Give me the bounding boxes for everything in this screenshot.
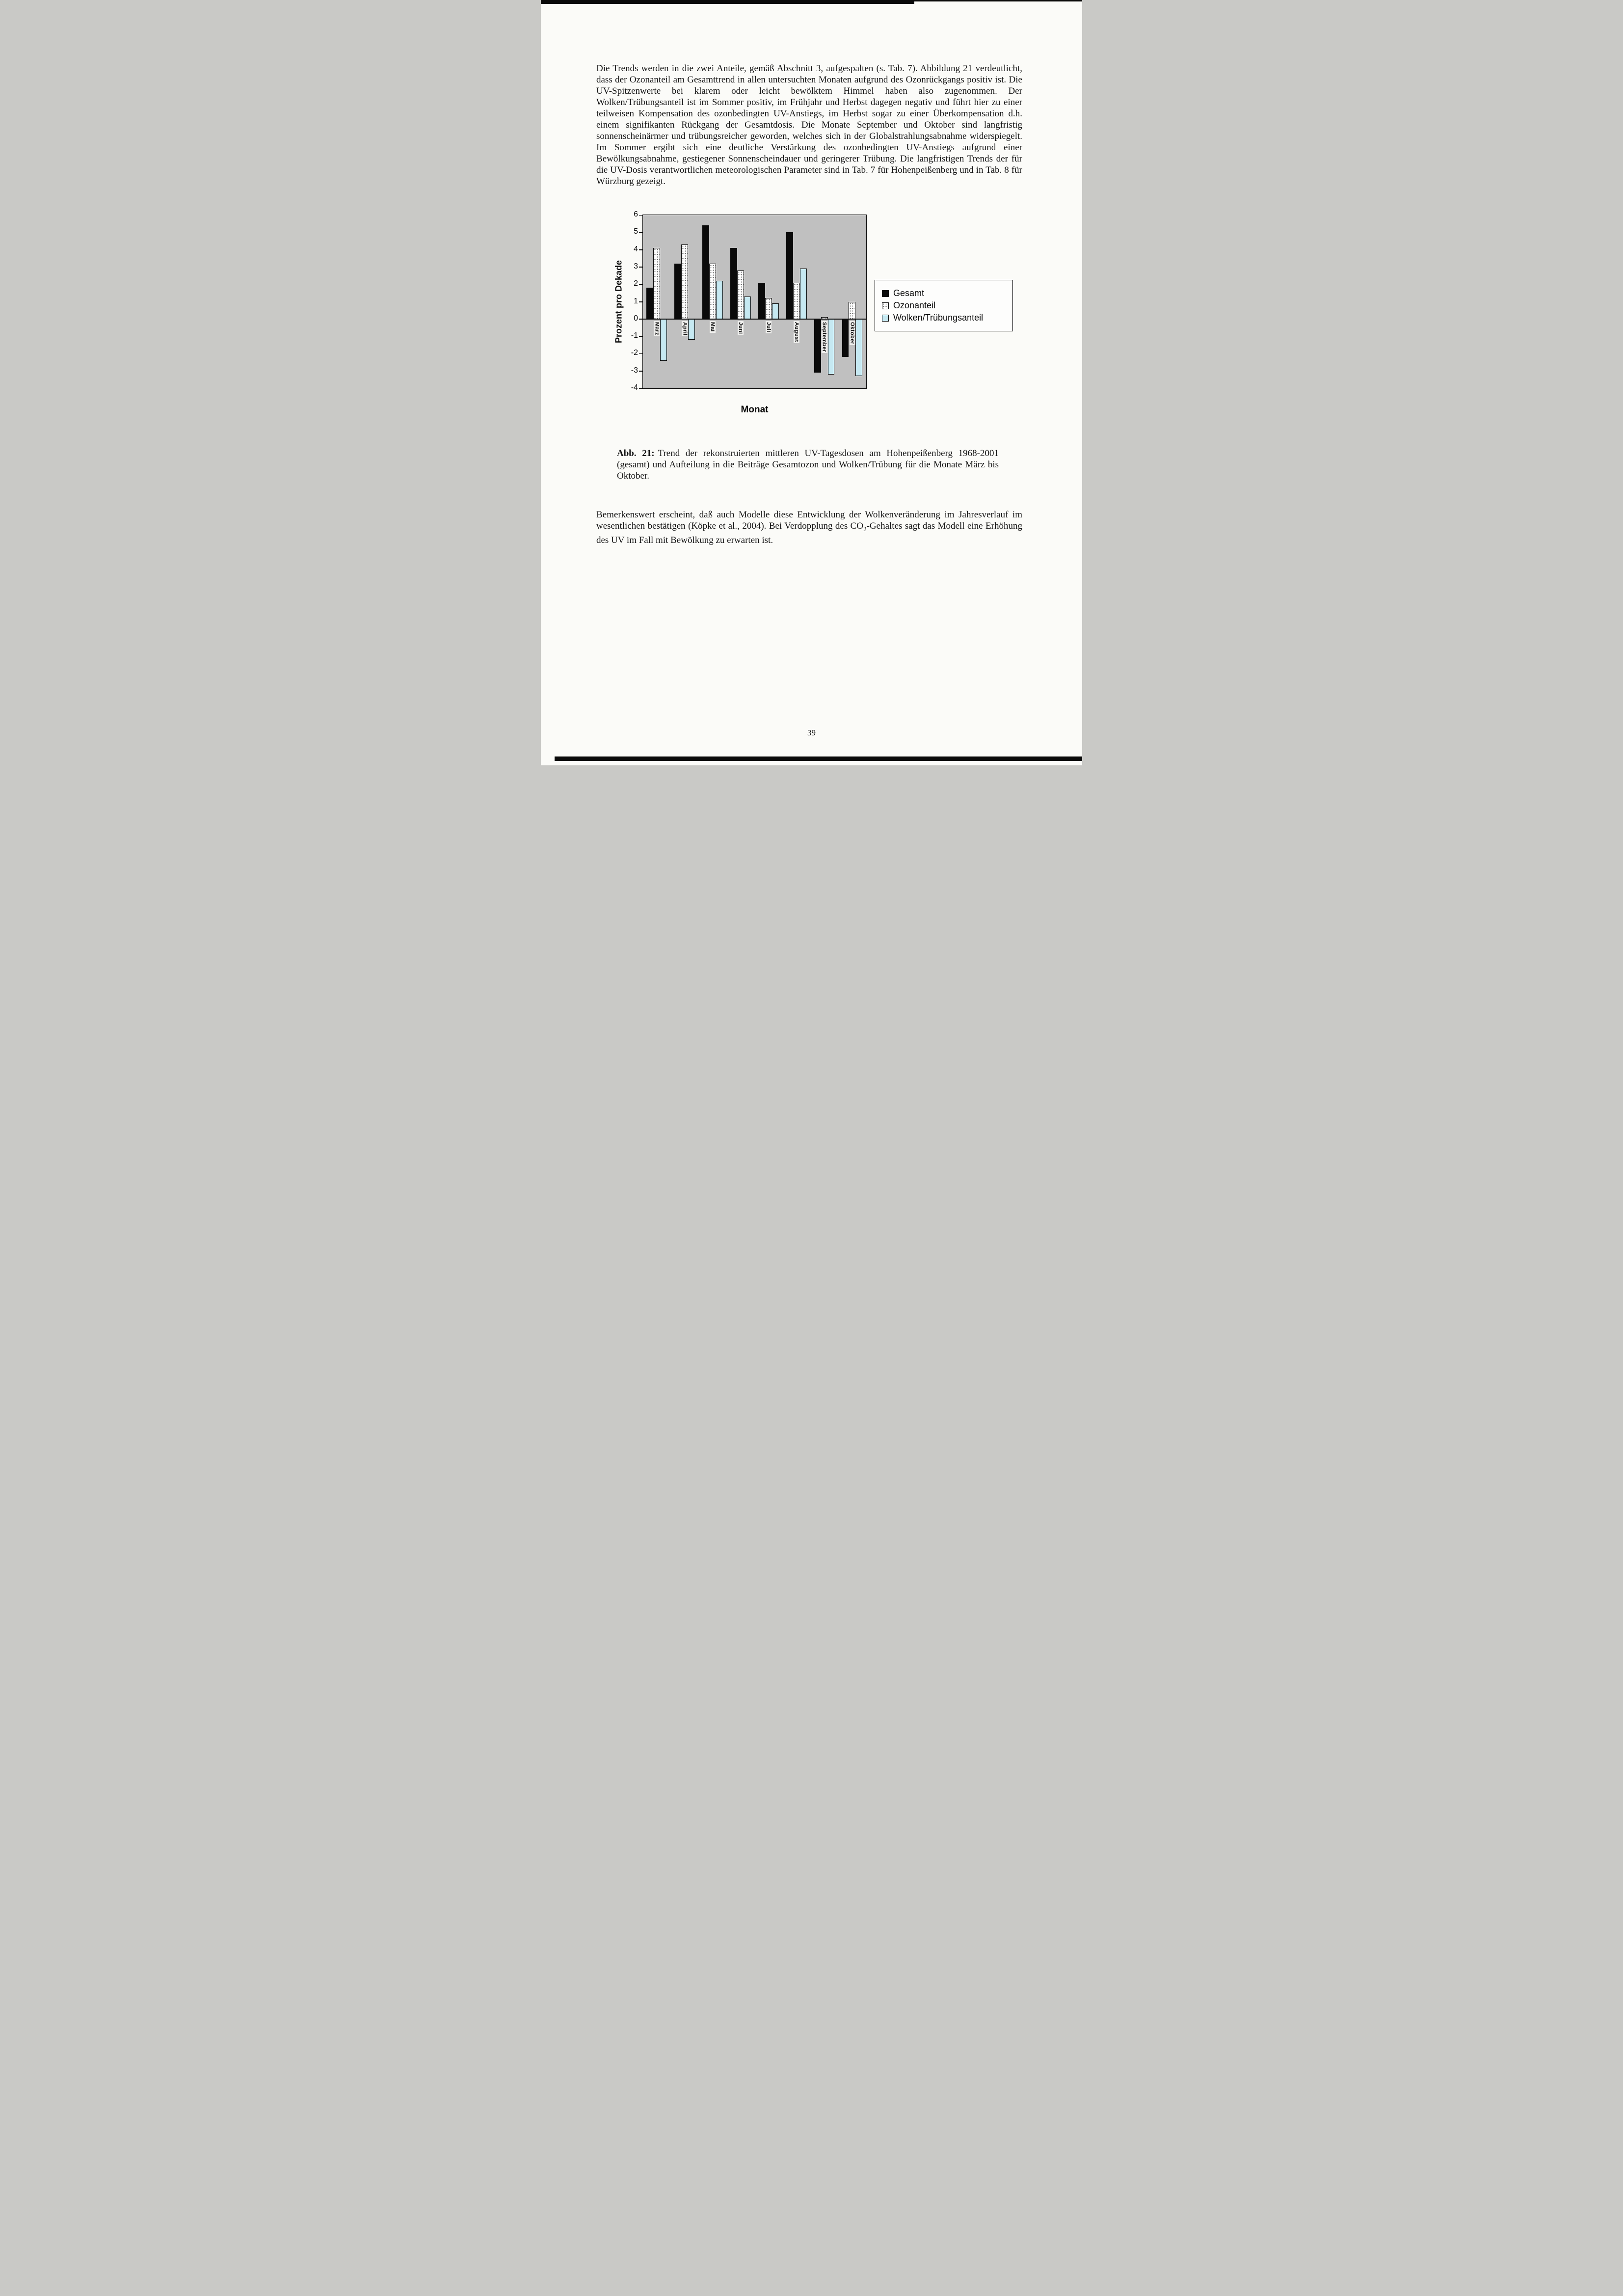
bar-gesamt-september bbox=[814, 319, 821, 373]
y-tick-mark bbox=[639, 319, 643, 320]
plot-area bbox=[642, 215, 867, 389]
page-number: 39 bbox=[807, 728, 816, 737]
bar-ozonanteil-juni bbox=[737, 270, 744, 319]
y-tick-label-5: 5 bbox=[634, 227, 638, 236]
bar-ozonanteil-oktober bbox=[849, 302, 855, 319]
bar-ozonanteil-juli bbox=[765, 298, 772, 319]
figure-caption bbox=[617, 448, 999, 482]
y-tick-label--1: -1 bbox=[631, 331, 638, 340]
y-tick-mark bbox=[639, 215, 643, 216]
y-tick-mark bbox=[639, 353, 643, 354]
scan-artifact-bottom-bar bbox=[555, 756, 1082, 761]
x-axis-title: Monat bbox=[741, 405, 769, 415]
x-category-label-april: April bbox=[682, 322, 688, 336]
bar-gesamt-oktober bbox=[842, 319, 849, 357]
x-category-label-märz: März bbox=[654, 322, 660, 335]
bar-wolken-tr-bungsanteil-oktober bbox=[855, 319, 862, 376]
bar-gesamt-juni bbox=[730, 248, 737, 319]
legend-item-gesamt bbox=[882, 288, 1006, 298]
y-tick-mark bbox=[639, 249, 643, 250]
y-axis-ticks bbox=[610, 210, 638, 392]
bar-gesamt-mai bbox=[702, 225, 709, 319]
y-tick-mark bbox=[639, 232, 643, 233]
bar-wolken-tr-bungsanteil-mai bbox=[716, 281, 723, 319]
figure-caption-text: Trend der rekonstruierten mittleren UV-Tagesdosen am Hohenpeißenberg 1968-2001 (gesamt) und Aufteilung in die Beiträge Gesamtozon und Wolken/Trübung für die Monate März bis Oktober. bbox=[617, 448, 999, 481]
y-tick-mark bbox=[639, 301, 643, 302]
legend-swatch bbox=[882, 290, 889, 297]
legend-swatch bbox=[882, 302, 889, 309]
zero-axis-line bbox=[643, 319, 866, 320]
legend-label: Gesamt bbox=[893, 288, 925, 298]
y-tick-mark bbox=[639, 371, 643, 372]
bar-ozonanteil-märz bbox=[653, 248, 660, 319]
x-category-label-juli: Juli bbox=[765, 322, 772, 332]
y-tick-label-6: 6 bbox=[634, 210, 638, 218]
bar-wolken-tr-bungsanteil-juli bbox=[772, 303, 779, 319]
x-category-label-juni: Juni bbox=[738, 322, 744, 334]
bar-ozonanteil-april bbox=[681, 244, 688, 319]
paragraph-2-text-a: Bemerkenswert erscheint, daß auch Modelle diese Entwicklung der Wolkenveränderung im Jahresverlauf im wesentlichen bestätigen (Köpke et al., 2004). Bei Verdopplung des CO bbox=[596, 510, 1022, 531]
bar-ozonanteil-august bbox=[793, 283, 800, 319]
legend-item-wolken-tr-bungsanteil bbox=[882, 313, 1006, 323]
bar-wolken-tr-bungsanteil-april bbox=[688, 319, 695, 340]
y-tick-label-2: 2 bbox=[634, 279, 638, 288]
y-tick-label-0: 0 bbox=[634, 314, 638, 323]
bar-wolken-tr-bungsanteil-september bbox=[828, 319, 835, 375]
y-tick-label--4: -4 bbox=[631, 383, 638, 392]
x-category-label-september: September bbox=[821, 322, 827, 352]
scanned-document-page bbox=[541, 0, 1082, 765]
legend-items bbox=[882, 288, 1006, 323]
bar-ozonanteil-mai bbox=[709, 264, 716, 319]
legend-label: Ozonanteil bbox=[893, 300, 936, 310]
x-category-label-mai: Mai bbox=[710, 322, 716, 332]
chart-figure-21 bbox=[610, 210, 1032, 423]
paragraph-2-text-b: -Gehaltes sagt das Modell eine Erhöhung des UV im Fall mit Bewölkung zu erwarten ist. bbox=[596, 521, 1022, 545]
y-tick-label-3: 3 bbox=[634, 262, 638, 270]
bar-gesamt-august bbox=[786, 232, 793, 319]
bar-gesamt-märz bbox=[646, 288, 653, 319]
legend-swatch bbox=[882, 315, 889, 322]
paragraph-2 bbox=[596, 509, 1022, 546]
y-tick-mark bbox=[639, 267, 643, 268]
y-axis-title: Prozent pro Dekade bbox=[613, 260, 624, 344]
y-tick-label--3: -3 bbox=[631, 366, 638, 375]
bar-wolken-tr-bungsanteil-august bbox=[800, 269, 807, 319]
y-tick-label-4: 4 bbox=[634, 244, 638, 253]
legend-item-ozonanteil bbox=[882, 300, 1006, 311]
co2-subscript: 2 bbox=[863, 525, 867, 533]
y-tick-mark bbox=[639, 284, 643, 285]
y-tick-label--2: -2 bbox=[631, 349, 638, 357]
y-tick-mark bbox=[639, 388, 643, 389]
x-category-label-oktober: Oktober bbox=[849, 322, 855, 345]
page-content bbox=[541, 0, 1082, 765]
paragraph-1: Die Trends werden in die zwei Anteile, gemäß Abschnitt 3, aufgespalten (s. Tab. 7). Abbildung 21 verdeutlicht, dass der Ozonanteil am Gesamttrend in allen untersuchten Monaten aufgrund des Ozonrückgangs positiv ist. Die UV-Spitzenwerte bei klarem oder leicht bewölktem Himmel haben also zugenommen. Der Wolken/Trübungsanteil ist im Sommer positiv, im Frühjahr und Herbst dagegen negativ und führt hier zu einer teilweisen Kompensation des ozonbedingten UV-Anstiegs, im Herbst sogar zu einer Überkompensation d.h. einem signifikanten Rückgang der Gesamtdosis. Die Monate September und Oktober sind langfristig sonnenscheinärmer und trübungsreicher geworden, welches sich in der Globalstrahlungsabnahme widerspiegelt. Im Sommer ergibt sich eine deutliche Verstärkung des ozonbedingten UV-Anstiegs aufgrund einer Bewölkungsabnahme, gestiegener Sonnenscheindauer und geringerer Trübung. Die langfristigen Trends der für die UV-Dosis verantwortlichen meteorologischen Parameter sind in Tab. 7 für Hohenpeißenberg und in Tab. 8 für Würzburg gezeigt. bbox=[596, 63, 1022, 187]
legend-label: Wolken/Trübungsanteil bbox=[893, 313, 984, 323]
x-category-label-august: August bbox=[793, 322, 799, 342]
chart-legend bbox=[875, 280, 1013, 331]
bar-gesamt-april bbox=[674, 264, 681, 319]
y-tick-mark bbox=[639, 336, 643, 337]
bar-wolken-tr-bungsanteil-juni bbox=[744, 297, 751, 319]
bar-wolken-tr-bungsanteil-märz bbox=[660, 319, 667, 361]
bar-gesamt-juli bbox=[758, 283, 765, 319]
y-tick-label-1: 1 bbox=[634, 297, 638, 305]
figure-caption-label: Abb. 21: bbox=[617, 448, 655, 459]
